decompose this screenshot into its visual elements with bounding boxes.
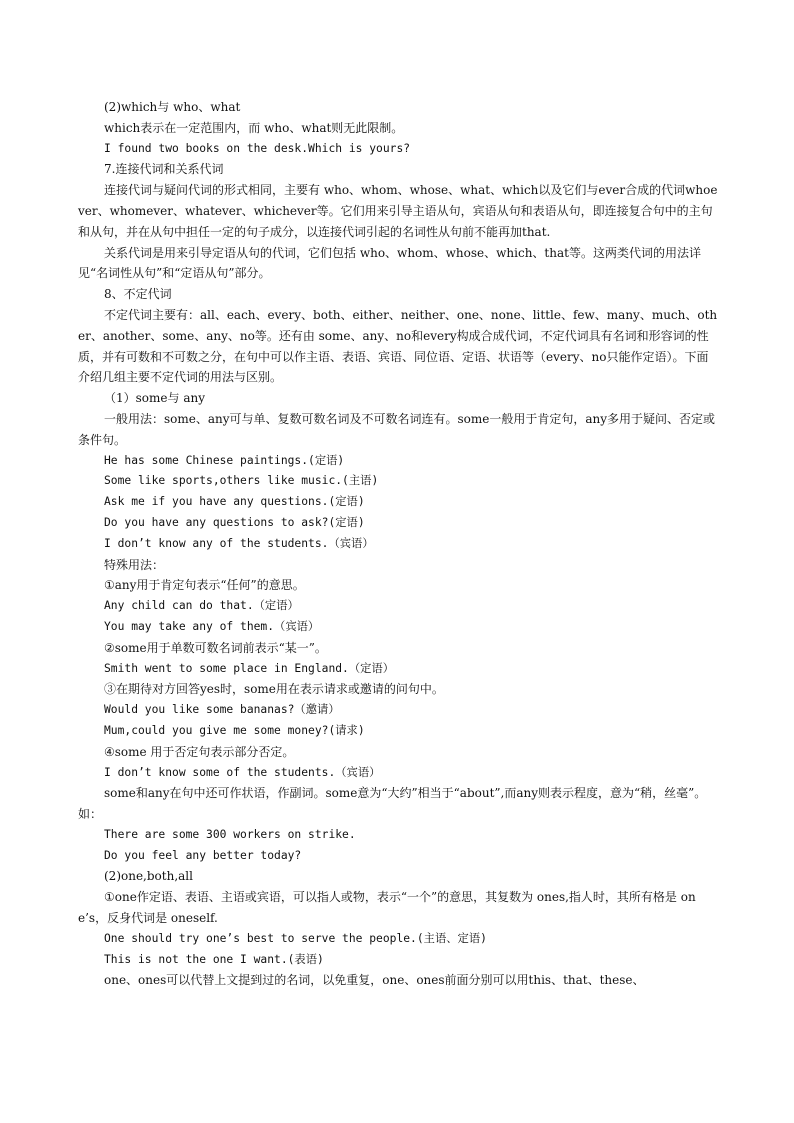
subsection-heading: (2)one,both,all <box>104 869 193 884</box>
text-line: 特殊用法： <box>104 557 165 572</box>
text-line: which表示在一定范围内，而 who、what则无此限制。 <box>104 120 404 135</box>
text-line: ④some 用于否定句表示部分否定。 <box>104 744 295 759</box>
section-heading: 8、不定代词 <box>104 287 172 302</box>
example-sentence: Do you feel any better today? <box>104 848 302 862</box>
example-sentence: Any child can do that.（定语） <box>104 599 299 613</box>
example-sentence: Would you like some bananas?（邀请） <box>104 703 340 717</box>
example-sentence: He has some Chinese paintings.(定语) <box>104 453 345 467</box>
document-page <box>78 97 718 991</box>
example-sentence: Mum,could you give me some money?(请求) <box>104 723 365 737</box>
paragraph: one、ones可以代替上文提到过的名词，以免重复，one、ones前面分别可以用this、that、these、 <box>104 973 645 988</box>
section-heading: 7.连接代词和关系代词 <box>104 162 224 177</box>
text-line: ①any用于肯定句表示“任何”的意思。 <box>104 578 305 593</box>
example-sentence: I found two books on the desk.Which is yours? <box>104 141 411 155</box>
example-sentence: One should try one’s best to serve the people.(主语、定语) <box>104 931 487 945</box>
example-sentence: There are some 300 workers on strike. <box>104 827 356 841</box>
example-sentence: You may take any of them.（宾语） <box>104 619 320 633</box>
text-line: (2)which与 who、what <box>104 100 241 114</box>
example-sentence: Do you have any questions to ask?(定语) <box>104 515 365 529</box>
paragraph: 不定代词主要有：all、each、every、both、either、neither、one、none、little、few、many、much、other、another、some、any、no等。还有由 some、any、no和every构成合成代词，不定代词具有名词和形容词的性质，并有可数和不可数之分，在句中可以作主语、表语、宾语、同位语、定语、状语等（every、no只能作定语）。下面介绍几组主要不定代词的用法与区别。 <box>78 307 718 385</box>
paragraph: 一般用法：some、any可与单、复数可数名词及不可数名词连有。some一般用于肯定句，any多用于疑问、否定或条件句。 <box>78 411 716 447</box>
example-sentence: Ask me if you have any questions.(定语) <box>104 495 365 509</box>
paragraph: 连接代词与疑问代词的形式相同，主要有 who、whom、whose、what、which以及它们与ever合成的代词whoever、whomever、whatever、whichever等。它们用来引导主语从句，宾语从句和表语从句，即连接复合句中的主句和从句，并在从句中担任一定的句子成分，以连接代词引起的名词性从句前不能再加that. <box>78 183 718 239</box>
example-sentence: I don’t know any of the students.（宾语） <box>104 536 374 550</box>
example-sentence: This is not the one I want.(表语) <box>104 952 324 966</box>
text-line: ③在期待对方回答yes时，some用在表示请求或邀请的问句中。 <box>104 682 444 697</box>
example-sentence: Smith went to some place in England.（定语） <box>104 661 395 675</box>
text-line: ②some用于单数可数名词前表示“某一”。 <box>104 640 327 655</box>
example-sentence: I don’t know some of the students.（宾语） <box>104 765 381 779</box>
subsection-heading: （1）some与 any <box>104 391 205 406</box>
example-sentence: Some like sports,others like music.(主语) <box>104 474 379 488</box>
paragraph: 关系代词是用来引导定语从句的代词，它们包括 who、whom、whose、which、that等。这两类代词的用法详见“名词性从句”和“定语从句”部分。 <box>78 245 701 281</box>
paragraph: ①one作定语、表语、主语或宾语，可以指人或物，表示“一个”的意思，其复数为 ones,指人时，其所有格是 one’s，反身代词是 oneself. <box>78 890 696 926</box>
paragraph: some和any在句中还可作状语，作副词。some意为“大约”相当于“about”,而any则表示程度，意为“稍，丝毫”。如： <box>78 786 707 822</box>
